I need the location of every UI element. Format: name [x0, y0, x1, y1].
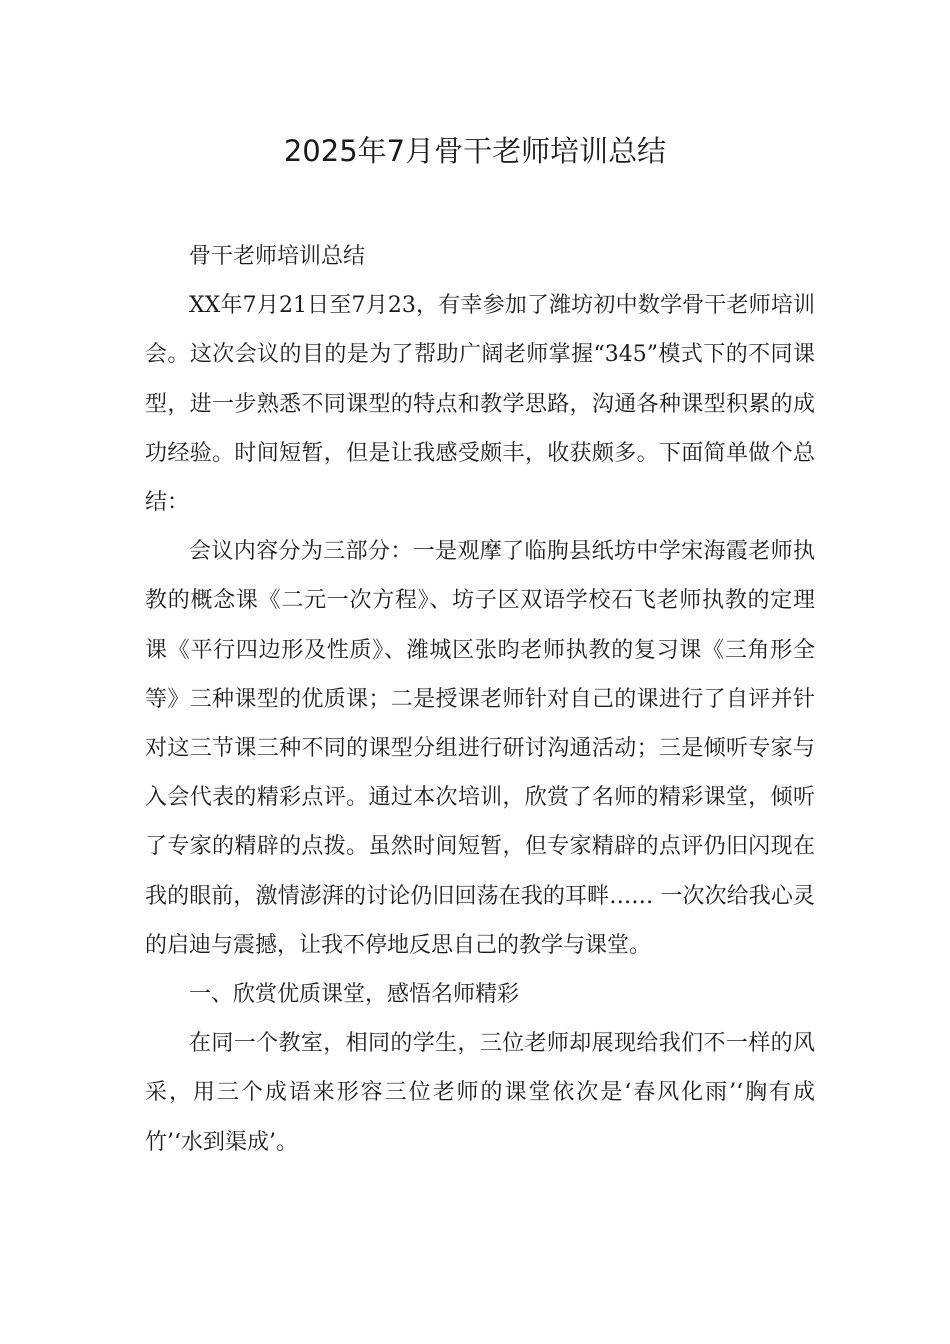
content-paragraph: 会议内容分为三部分：一是观摩了临朐县纸坊中学宋海霞老师执教的概念课《二元一次方程》、坊子区双语学校石飞老师执教的定理课《平行四边形及性质》、潍城区张昀老师执教的复习课《三角形全等》三种课型的优质课；二是授课老师针对自己的课进行了自评并针对这三节课三种不同的课型分组进行研讨沟通活动；三是倾听专家与入会代表的精彩点评。通过本次培训，欣赏了名师的精彩课堂，倾听了专家的精辟的点拨。虽然时间短暂，但专家精辟的点评仍旧闪现在我的眼前，激情澎湃的讨论仍旧回荡在我的耳畔…… 一次次给我心灵的启迪与震撼，让我不停地反思自己的教学与课堂。	[145, 539, 815, 958]
intro-paragraph: XX年7月21日至7月23，有幸参加了潍坊初中数学骨干老师培训会。这次会议的目的是为了帮助广阔老师掌握“345”模式下的不同课型，进一步熟悉不同课型的特点和教学思路，沟通各种课型积累的成功经验。时间短暂，但是让我感受颇丰，收获颇多。下面简单做个总结：	[145, 293, 815, 516]
document-body	[145, 232, 815, 1167]
subsection-heading: 一、欣赏优质课堂，感悟名师精彩	[189, 982, 520, 1008]
section-heading: 骨干老师培训总结	[189, 244, 366, 269]
classroom-paragraph: 在同一个教室，相同的学生，三位老师却展现给我们不一样的风采，用三个成语来形容三位老师的课堂依次是‘春风化雨’‘胸有成竹’‘水到渠成’。	[145, 1031, 815, 1155]
document-title: 2025年7月骨干老师培训总结	[283, 134, 667, 168]
